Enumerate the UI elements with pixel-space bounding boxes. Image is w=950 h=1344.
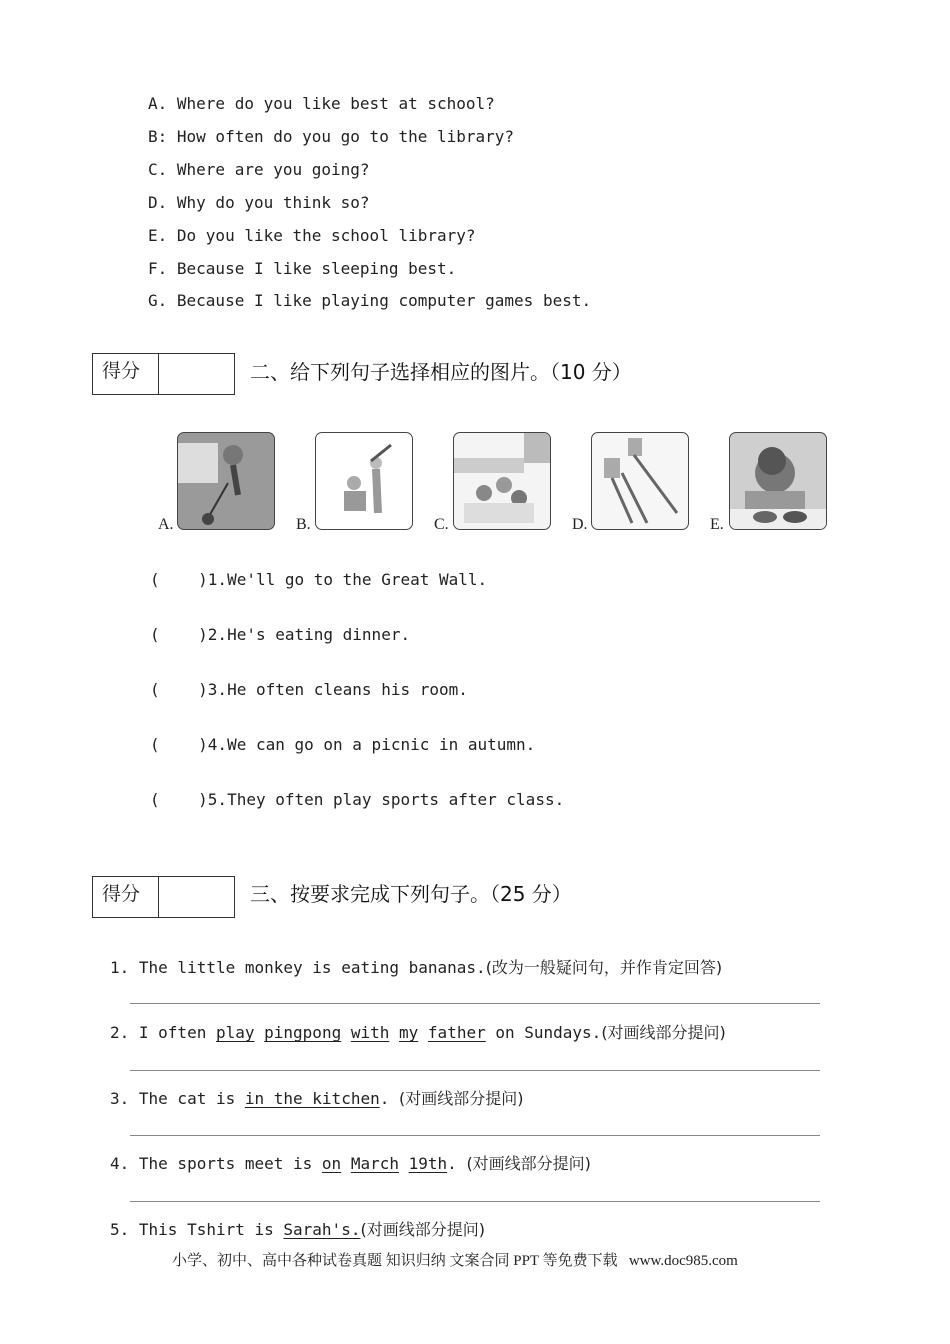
picture-label-d: D. — [572, 516, 588, 533]
option-f: F. Because I like sleeping best. — [148, 259, 457, 278]
question-hint: (对画线部分提问) — [601, 1023, 726, 1042]
answer-line-1[interactable] — [130, 1003, 820, 1004]
question-text: 3. The cat is — [110, 1089, 245, 1108]
option-a: A. Where do you like best at school? — [148, 94, 495, 113]
answer-line-4[interactable] — [130, 1201, 820, 1202]
answer-line-2[interactable] — [130, 1070, 820, 1071]
underlined-text: father — [427, 1023, 486, 1042]
score-label: 得分 — [93, 354, 159, 394]
score-field[interactable] — [159, 354, 234, 394]
score-label: 得分 — [93, 877, 159, 917]
underlined-text: Sarah's. — [283, 1220, 361, 1239]
picture-label-b: B. — [296, 516, 311, 533]
sentence-2: ( )2.He's eating dinner. — [150, 625, 411, 644]
picture-baseball — [315, 432, 413, 530]
question-hint: (对画线部分提问) — [398, 1089, 524, 1108]
question-2 — [110, 1020, 726, 1043]
question-hint: (改为一般疑问句，并作肯定回答) — [485, 958, 723, 977]
section2-title: 二、给下列句子选择相应的图片。（10 分） — [250, 360, 632, 384]
underlined-text: my — [399, 1023, 419, 1042]
answer-line-3[interactable] — [130, 1135, 820, 1136]
question-text: 2. I often — [110, 1023, 216, 1042]
picture-label-e: E. — [710, 516, 724, 533]
question-1 — [110, 955, 722, 978]
question-hint: (对画线部分提问) — [466, 1154, 591, 1173]
question-hint: (对画线部分提问) — [360, 1220, 485, 1239]
score-field[interactable] — [159, 877, 234, 917]
question-3 — [110, 1086, 523, 1109]
question-text: on Sundays. — [485, 1023, 602, 1042]
picture-cleaning — [177, 432, 275, 530]
footer-text: 小学、初中、高中各种试卷真题 知识归纳 文案合同 PPT 等免费下载 www.doc985.com — [172, 1253, 738, 1269]
question-text: 4. The sports meet is — [110, 1154, 322, 1173]
underlined-text: in the kitchen — [244, 1089, 380, 1108]
score-box — [92, 876, 235, 918]
underlined-text: with — [350, 1023, 390, 1042]
option-c: C. Where are you going? — [148, 160, 370, 179]
question-text: 5. This Tshirt is — [110, 1220, 284, 1239]
picture-eating-dinner — [729, 432, 827, 530]
score-box — [92, 353, 235, 395]
option-e: E. Do you like the school library? — [148, 226, 476, 245]
picture-label-a: A. — [158, 516, 174, 533]
underlined-text: play — [215, 1023, 255, 1042]
option-b: B: How often do you go to the library? — [148, 127, 515, 146]
option-d: D. Why do you think so? — [148, 193, 370, 212]
sentence-4: ( )4.We can go on a picnic in autumn. — [150, 735, 536, 754]
question-text: . — [447, 1154, 467, 1173]
question-5 — [110, 1217, 485, 1240]
picture-label-c: C. — [434, 516, 449, 533]
section3-title: 三、按要求完成下列句子。（25 分） — [250, 882, 572, 906]
sentence-5: ( )5.They often play sports after class. — [150, 790, 565, 809]
underlined-text: pingpong — [264, 1023, 342, 1042]
question-text: 1. The little monkey is eating bananas. — [110, 958, 486, 977]
picture-picnic — [453, 432, 551, 530]
underlined-text: March — [350, 1154, 399, 1173]
underlined-text: on — [321, 1154, 342, 1173]
question-text: . — [379, 1089, 399, 1108]
underlined-text: 19th — [408, 1154, 448, 1173]
picture-great-wall — [591, 432, 689, 530]
sentence-3: ( )3.He often cleans his room. — [150, 680, 468, 699]
sentence-1: ( )1.We'll go to the Great Wall. — [150, 570, 488, 589]
question-4 — [110, 1151, 591, 1174]
option-g: G. Because I like playing computer games best. — [148, 291, 592, 310]
